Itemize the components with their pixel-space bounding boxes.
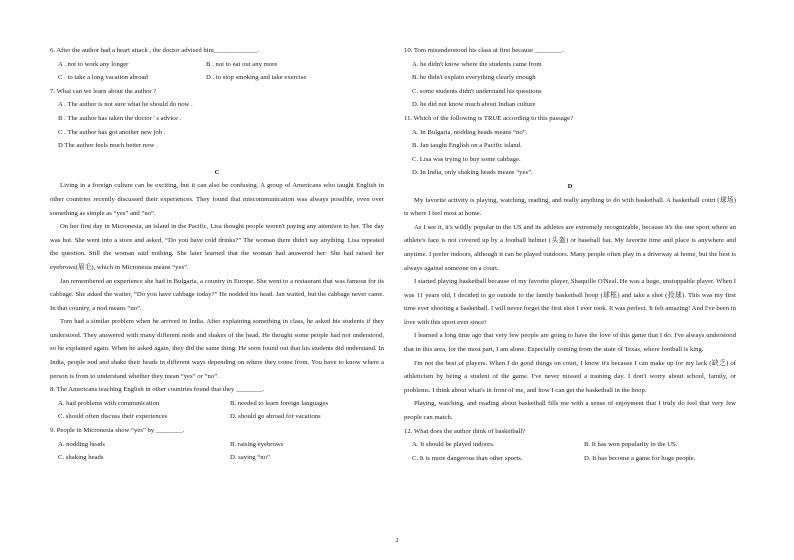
section-c-heading: C [214,168,220,176]
question-6-stem: 6. After the author had a heart attack , the doctor advised him_____________. [50,47,259,54]
q9-option-b: B. raising eyebrows [230,440,284,448]
q7-option-b: B . The author has taken the doctor ' s advice . [58,114,182,122]
q12-option-d: D. It has become a game for huge people. [584,454,696,462]
q9-option-a: A. nodding heads [58,440,105,448]
passage-d-paragraph-2: As I see it, it's wildly popular in the US and its athletes are extremely recognizable, because it's the one sport where an athlete's face is not covered up by a football helmet (头盔) or baseball hat. My favorite time and place is anywhere and anytime. I prefer indoors, although it can be played outdoors. Many people often play in a driveway at home, but the best is always against someone on a court. [404,223,736,272]
q12-option-a: A. It should be played indoors. [412,441,495,449]
q8-option-b: B. needed to learn foreign languages [230,399,329,407]
question-11-stem: 11. Which of the following is TRUE according to this passage? [404,114,574,122]
q9-option-c: C. shaking heads [58,454,104,462]
q12-option-b: B. It has won popularity in the US. [584,441,678,449]
question-9-options-cd [50,451,384,465]
q11-option-c: C. Lisa was trying to buy some cabbage. [412,155,521,163]
question-12-stem: 12. What does the author think of basketball? [404,427,526,435]
question-10-stem: 10. Tom misunderstood his class at first because ________. [404,47,564,54]
question-9-options-ab [50,438,384,452]
question-8-options-ab [50,397,384,411]
question-8-stem: 8. The Americans teaching English in other countries found that they ________. [50,386,265,394]
q8-option-d: D. should go abroad for vacations [230,413,321,421]
q10-option-d: D. he did not know much about Indian culture [412,101,536,109]
q7-option-c: C . The author has got another new job . [58,128,166,136]
question-6-options-ab [50,58,384,72]
question-8-options-cd [50,410,384,424]
passage-d-paragraph-3: I started playing basketball because of my favorite player, Shaquille O'Neal. He was a huge, unstoppable player. When I was 11 years old, I decided to go outside to the family basketball hoop (球框) and take a shot (投球). This was my first time ever shooting a basketball. I will never forget the first shot I ever took. It was perfect. It felt amazing! And I've been in love with this sport ever since! [404,278,736,326]
q9-option-d: D. saying “no” [230,454,270,462]
q7-option-a: A . The author is not sure what he should do now . [58,101,193,109]
q8-option-a: A. had problems with communication [58,399,160,407]
passage-d-paragraph-5: I'm not the best of players. When I do good things on court, I know it's because I can make up for my lack (缺乏) of athleticism by being a student of the game. I've never missed a training day. I don't worry about school, family, or problems. I think about what's in front of me, and how I can get the basketball in the hoop. [404,359,736,394]
question-7-stem: 7. What can we learn about the author ? [50,87,157,95]
question-9-stem: 9. People in Micronesia show “yes” by ________. [50,427,185,435]
passage-d-paragraph-1: My favorite activity is playing, watching, reading, and really anything to do with basketball. A basketball court (球场) is where I feel most at home. [404,196,736,218]
q6-option-d: D . to stop smoking and take exercise [206,74,307,82]
passage-c-paragraph-1: Living in a foreign culture can be exciting, but it can also be confusing. A group of Americans who taught English in other countries recently discussed their experiences. They found that miscommunication was always possible, even over something as simple as “yes” and “no”. [50,182,384,217]
q6-option-c: C . to take a long vacation abroad [58,74,148,82]
q11-option-a: A. In Bulgaria, nodding heads means “no”. [412,128,528,136]
q10-option-c: C. some students didn't understand his questions [412,87,542,95]
passage-c-paragraph-2: On her first day in Micronesia, an island in the Pacific, Lisa thought people weren't paying any attention to her. The day was hot. She went into a store and asked, “Do you have cold drinks?” The woman there didn't say anything. Lisa repeated the question. Still the woman said nothing. She later learned that the woman had answered her: She had raised her eyebrows(眉毛), which in Micronesia means “yes”. [50,223,384,271]
question-6-options-cd [50,71,384,85]
q6-option-a: A . not to work any longer [58,60,129,68]
right-column [404,44,736,465]
q11-option-b: B. Jan taught English on a Pacific island. [412,142,522,150]
page-number: 2 [395,538,399,544]
passage-c-paragraph-4: Tom had a similar problem when he arrived in India. After explaining something in class, he asked his students if they understood. They answered with many different nods and shakes of the head. He thought some people had not understood, so he explained again. When he asked again, they did the same thing. He soon found out that his students did understand. In India, people nod and shake their heads in different ways depending on where they come from. You have to know where a person is from to understand whether they mean “yes” or “no”. [50,318,384,380]
q11-option-d: D. In India, only shaking heads means “yes”. [412,169,533,177]
q10-option-a: A. he didn't know where the students came from [412,60,542,68]
q6-option-b: B . not to eat out any more [206,60,278,68]
passage-c-paragraph-3: Jan remembered an experience she had in Bulgaria, a country in Europe. She went to a restaurant that was famous for its cabbage. She asked the waiter, “Do you have cabbage today?” He nodded his head. Jan waited, but the cabbage never came. In that country, a nod means “no”. [50,277,384,312]
passage-d-paragraph-6: Playing, watching, and reading about basketball fills me with a sense of enjoyment that I truly do feel that very few people can match. [404,400,736,422]
q10-option-b: B. he didn't explain everything clearly enough [412,74,536,82]
question-12-options-ab [404,438,736,452]
section-d-heading: D [567,182,573,190]
q12-option-c: C. It is more dangerous than other sports. [412,454,523,462]
left-column [50,44,384,465]
q8-option-c: C. should often discuss their experiences [58,413,168,421]
q7-option-d: D The author feels much better now . [58,142,158,150]
passage-d-paragraph-4: I learned a long time ago that very few people are going to have the love of this game that I do. I've always understood that in this area, for the most part, I am alone. Especially coming from the state of Texas, where football is king. [404,332,736,354]
question-12-options-cd [404,452,736,466]
